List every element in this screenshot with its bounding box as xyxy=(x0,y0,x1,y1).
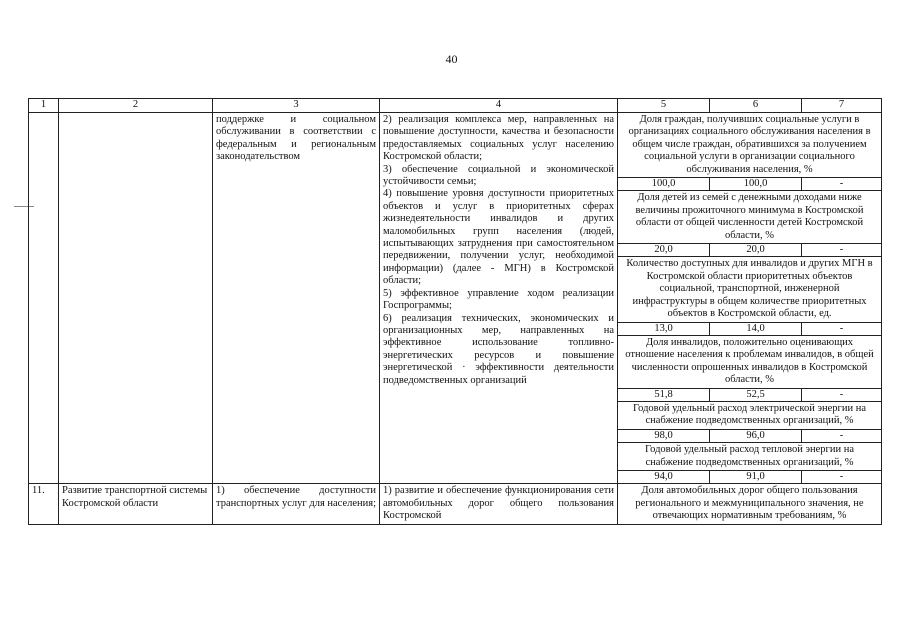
header-row xyxy=(29,99,882,113)
value-col5: 100,0 xyxy=(618,178,710,191)
indicator-name: Доля автомобильных дорог общего пользования регионального и межмуниципального значения, не отвечающих нормативным требованиям, % xyxy=(618,484,882,524)
value-col6: 52,5 xyxy=(710,388,802,401)
value-col6: 91,0 xyxy=(710,470,802,483)
task-item: 4) повышение уровня доступности приоритетных объектов и услуг в приоритетных сферах жизнедеятельности инвалидов и других маломобильных групп населения (людей, испытывающих затруднения при самостоятельном передвижении, получении услуг, необходимой информации) (далее - МГН) в Костромской области; xyxy=(383,188,614,287)
value-col6: 14,0 xyxy=(710,322,802,335)
indicator-row xyxy=(29,113,882,178)
tasks-cell xyxy=(380,113,618,484)
goal-cell: поддержке и социальном обслуживании в соответствии с федеральным и региональным законодательством xyxy=(213,113,380,484)
goal-cell: 1) обеспечение доступности транспортных услуг для населения; xyxy=(213,484,380,524)
tasks-cell: 1) развитие и обеспечение функционирования сети автомобильных дорог общего пользования Костромской xyxy=(380,484,618,524)
task-item: 3) обеспечение социальной и экономической устойчивости семьи; xyxy=(383,163,614,188)
value-col7: - xyxy=(802,244,882,257)
value-col6: 20,0 xyxy=(710,244,802,257)
value-col7: - xyxy=(802,470,882,483)
row-number: 11. xyxy=(29,484,59,524)
indicator-name: Доля граждан, получивших социальные услуги в организациях социального обслуживания населения в общем числе граждан, обратившихся за получением социальной услуги в организации социального обслуживания населения, % xyxy=(618,113,882,178)
program-row xyxy=(29,484,882,524)
value-col5: 94,0 xyxy=(618,470,710,483)
value-col5: 20,0 xyxy=(618,244,710,257)
indicator-name: Годовой удельный расход электрической энергии на снабжение подведомственных организаций, % xyxy=(618,401,882,429)
header-cell: 2 xyxy=(59,99,213,113)
indicator-name: Доля инвалидов, положительно оценивающих отношение населения к проблемам инвалидов, в общей численности опрошенных инвалидов в Костромской области, % xyxy=(618,335,882,388)
header-cell: 3 xyxy=(213,99,380,113)
task-item: 6) реализация технических, экономических и организационных мер, направленных на эффективное использование топливно-энергетических ресурсов и повышение энергетической · эффективности деятельности подведомственных организаций xyxy=(383,312,614,386)
page-number: 40 xyxy=(445,52,458,66)
header-cell: 5 xyxy=(618,99,710,113)
header-cell: 7 xyxy=(802,99,882,113)
program-table xyxy=(28,98,882,525)
value-col7: - xyxy=(802,178,882,191)
value-col7: - xyxy=(802,429,882,442)
task-item: 2) реализация комплекса мер, направленных на повышение доступности, качества и безопасности предоставляемых социальных услуг населению Костромской области; xyxy=(383,114,614,163)
value-col5: 51,8 xyxy=(618,388,710,401)
value-col6: 100,0 xyxy=(710,178,802,191)
indicator-name: Доля детей из семей с денежными доходами ниже величины прожиточного минимума в Костромской области от общей численности детей Костромской области, % xyxy=(618,191,882,244)
indicator-name: Количество доступных для инвалидов и других МГН в Костромской области приоритетных объектов социальной, транспортной, инженерной инфраструктуры в общем количестве приоритетных объектов в Костромской области, ед. xyxy=(618,257,882,322)
value-col6: 96,0 xyxy=(710,429,802,442)
header-cell: 1 xyxy=(29,99,59,113)
value-col7: - xyxy=(802,322,882,335)
value-col5: 13,0 xyxy=(618,322,710,335)
program-name: Развитие транспортной системы Костромской области xyxy=(59,484,213,524)
program-name-cell xyxy=(59,113,213,484)
value-col5: 98,0 xyxy=(618,429,710,442)
header-cell: 6 xyxy=(710,99,802,113)
row-number-cell xyxy=(29,113,59,484)
header-cell: 4 xyxy=(380,99,618,113)
task-item: 5) эффективное управление ходом реализации Госпрограммы; xyxy=(383,287,614,312)
indicator-name: Годовой удельный расход тепловой энергии на снабжение подведомственных организаций, % xyxy=(618,443,882,471)
value-col7: - xyxy=(802,388,882,401)
